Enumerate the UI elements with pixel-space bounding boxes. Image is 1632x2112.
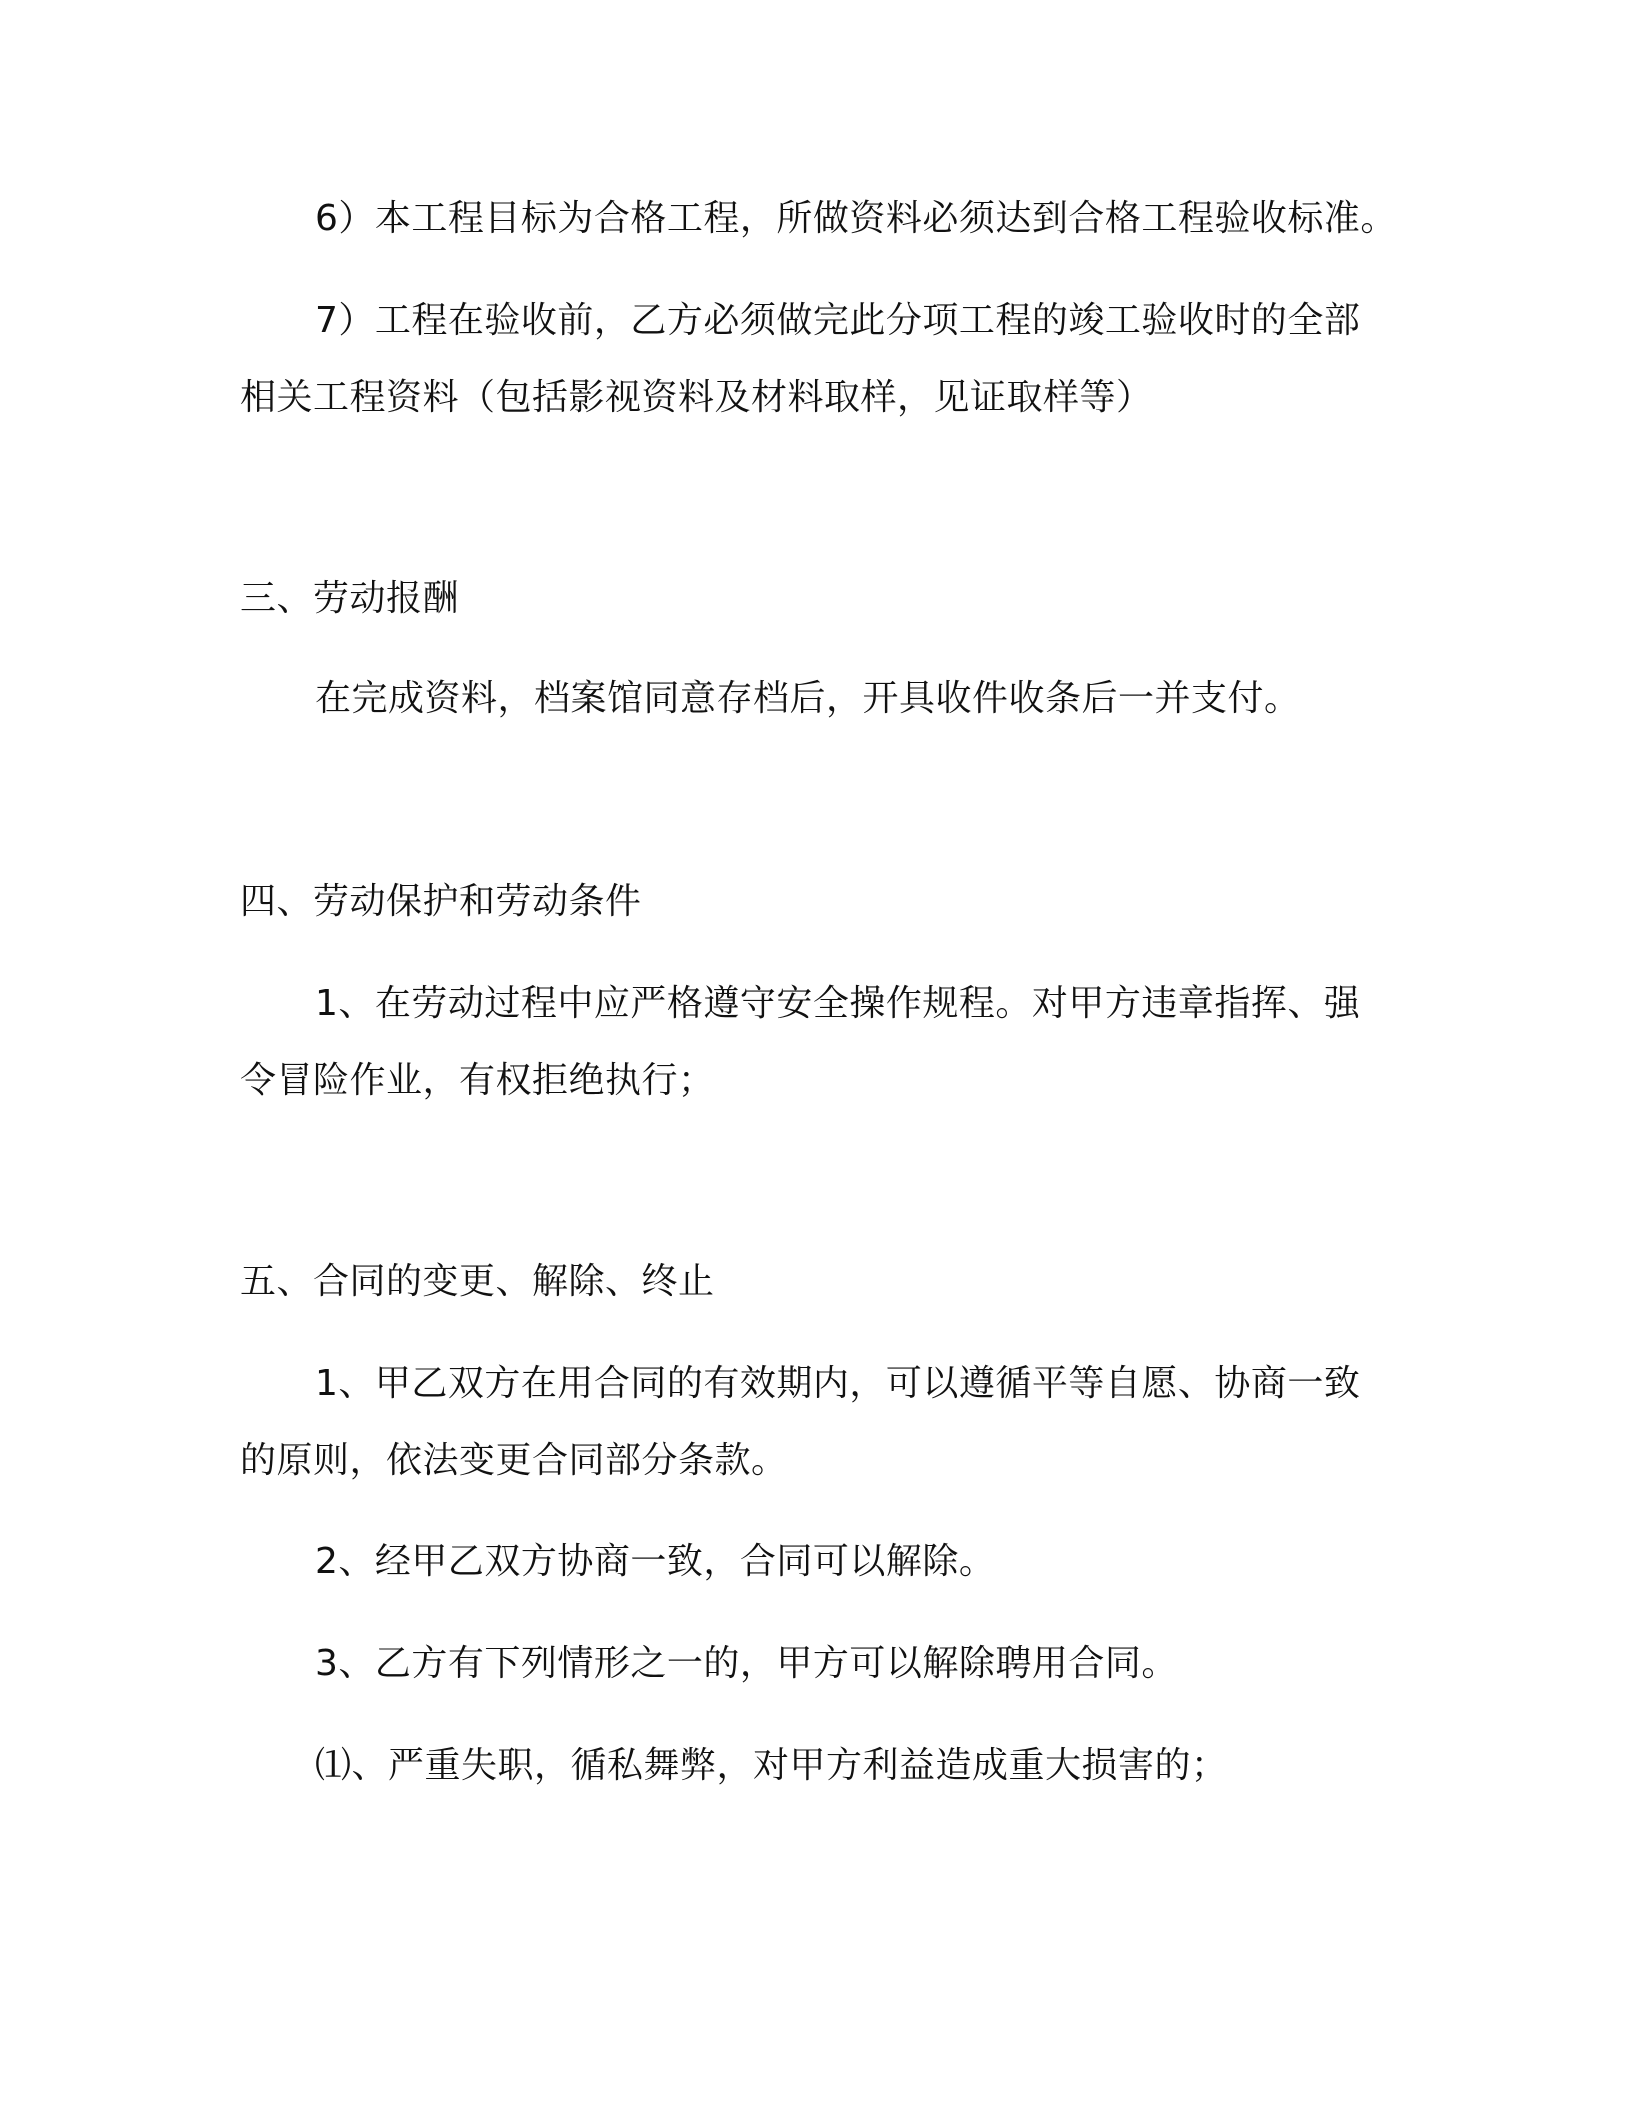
section-5-item3: 3、乙方有下列情形之一的，甲方可以解除聘用合同。 xyxy=(315,1643,1178,1684)
section-5-item1-line2: 的原则，依法变更合同部分条款。 xyxy=(240,1440,788,1481)
section-4-item1-line2: 令冒险作业，有权拒绝执行； xyxy=(240,1060,715,1101)
section-5-item1-line1: 1、甲乙双方在用合同的有效期内，可以遵循平等自愿、协商一致 xyxy=(315,1363,1361,1404)
section-4-item1-line1: 1、在劳动过程中应严格遵守安全操作规程。对甲方违章指挥、强 xyxy=(315,983,1361,1024)
item-6-text: 6）本工程目标为合格工程，所做资料必须达到合格工程验收标准。 xyxy=(315,198,1397,239)
section-5-item2: 2、经甲乙双方协商一致，合同可以解除。 xyxy=(315,1541,996,1582)
section-3-heading: 三、劳动报酬 xyxy=(240,578,460,619)
section-4-heading: 四、劳动保护和劳动条件 xyxy=(240,881,642,922)
item-7-text-line1: 7）工程在验收前，乙方必须做完此分项工程的竣工验收时的全部 xyxy=(315,300,1361,341)
section-3-text: 在完成资料，档案馆同意存档后，开具收件收条后一并支付。 xyxy=(315,678,1301,719)
section-5-heading: 五、合同的变更、解除、终止 xyxy=(240,1261,715,1302)
item-7-text-line2: 相关工程资料（包括影视资料及材料取样，见证取样等） xyxy=(240,377,1153,418)
section-5-item3-sub1: ⑴、严重失职，循私舞弊，对甲方利益造成重大损害的； xyxy=(315,1745,1228,1786)
